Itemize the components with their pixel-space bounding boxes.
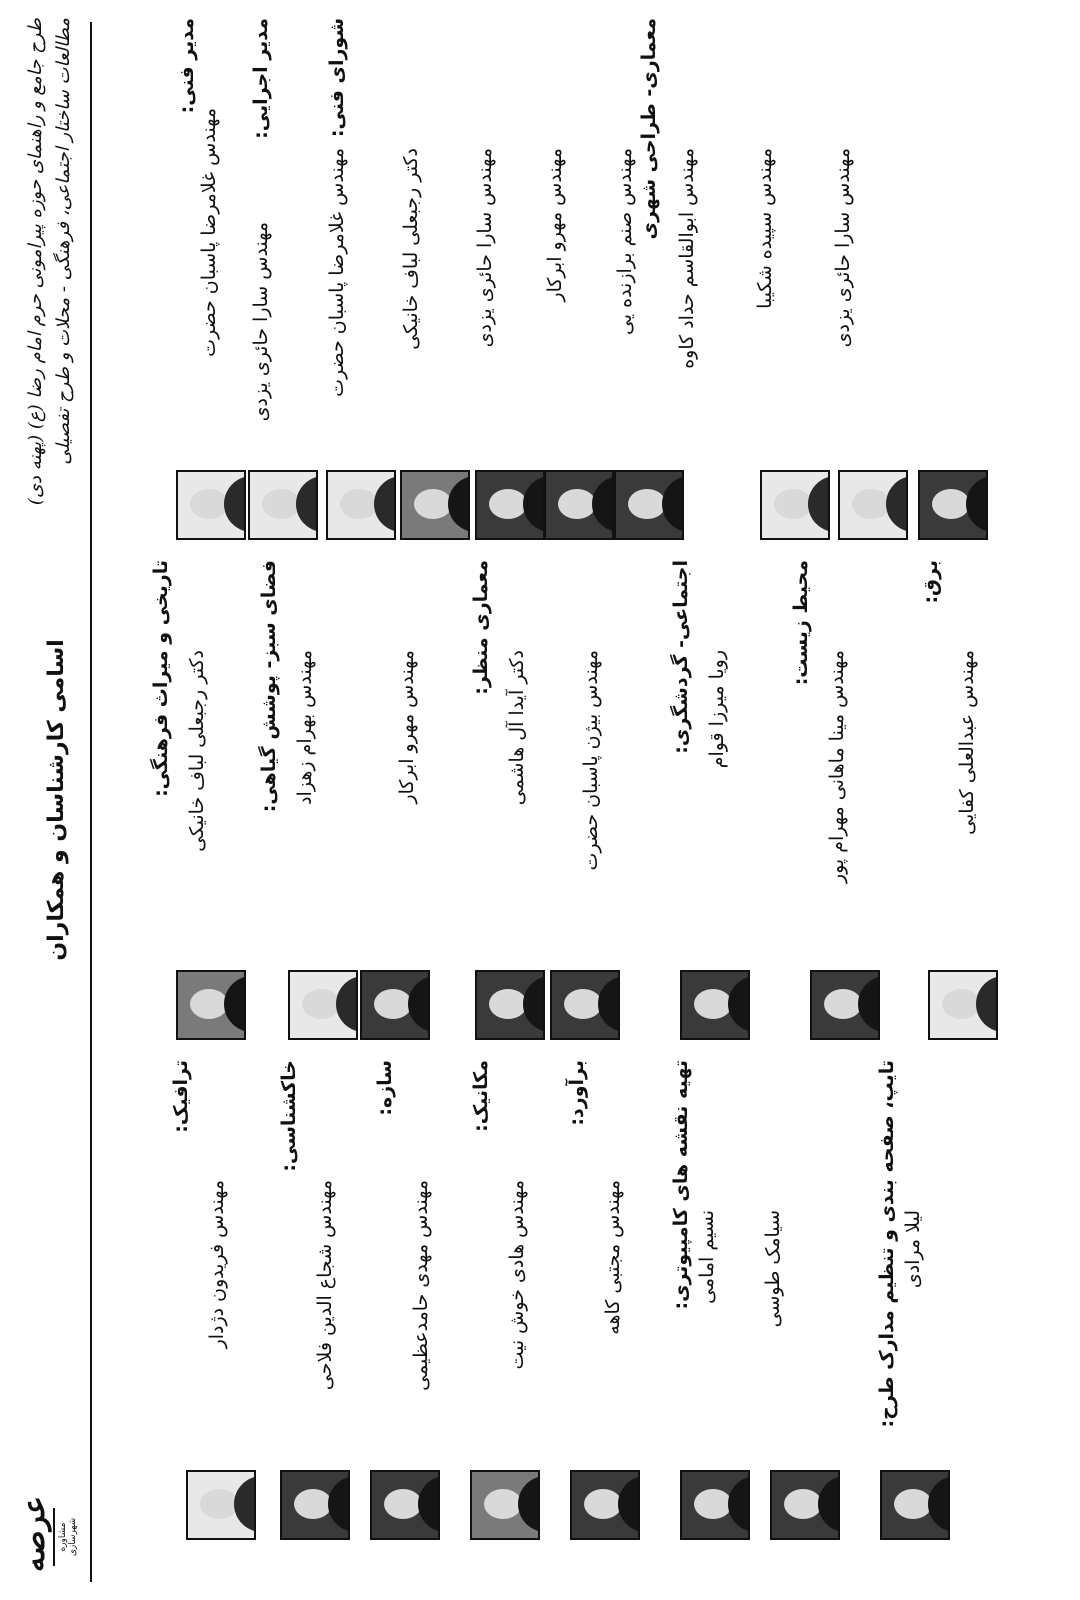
logo-subtitle: مشاوره شهرسازی (58, 1517, 78, 1557)
portrait-photo (928, 970, 998, 1040)
person-name: مهندس مجتبی کاهه (602, 1180, 624, 1335)
role-label: برق: (920, 560, 942, 604)
portrait-photo (176, 470, 246, 540)
list-item (566, 1060, 624, 1335)
header-rule (90, 22, 92, 1582)
list-item (278, 1060, 336, 1390)
portrait-photo (760, 470, 830, 540)
portrait-photo (614, 470, 684, 540)
list-item (258, 560, 316, 812)
company-logo (17, 1495, 84, 1572)
list-item (920, 560, 978, 835)
project-title: طرح جامع و راهنمای حوزه پیرامونی حرم امام رضا (ع) (پهنه دی) (25, 18, 46, 506)
list-item (876, 1060, 924, 1427)
portrait-photo (570, 1470, 640, 1540)
role-label: ترافیک: (170, 1060, 192, 1133)
role-label: برآورد: (566, 1060, 588, 1126)
portrait-photo (186, 1470, 256, 1540)
role-label: مدیر اجرایی: (250, 18, 272, 139)
portrait-photo (918, 470, 988, 540)
person-name: دکتر رجبعلی لباف خانیکی (400, 148, 422, 350)
logo-divider (53, 1508, 55, 1566)
person-name: مهندس بهرام زهزاد (294, 650, 316, 805)
role-label: شورای فنی: (326, 18, 348, 138)
page-title: اسامی کارشناسان و همکاران (44, 639, 69, 961)
person-name: مهندس سپیده شکیبا (754, 148, 776, 309)
portrait-photo (770, 1470, 840, 1540)
role-label: اجتماعی- گردشگری: (670, 560, 692, 754)
list-item (150, 560, 208, 852)
person-name: سیامک طوسی (762, 1210, 784, 1328)
portrait-photo (360, 970, 430, 1040)
portrait-photo (475, 470, 545, 540)
role-label: مکانیک: (470, 1060, 492, 1132)
person-name: مهندس سارا حائری یزدی (832, 148, 854, 348)
person-name: مهندس عبدالعلی کفایی (956, 650, 978, 835)
list-item (250, 18, 272, 421)
person-name: مهندس ابوالقاسم حداد کاوه (676, 148, 698, 369)
person-name: مهندس مهرو ابرکار (544, 148, 566, 302)
portrait-photo (470, 1470, 540, 1540)
portrait-photo (810, 970, 880, 1040)
person-name: مهندس شجاع الدین فلاحی (314, 1180, 336, 1391)
role-label: تهیه نقشه های کامپیوتری: (670, 1060, 692, 1310)
person-name: مهندس سارا حائری یزدی (250, 221, 272, 422)
role-label: محیط زیست: (790, 560, 812, 686)
role-label: تایپ، صفحه بندی و تنظیم مدارک طرح: (876, 1060, 898, 1428)
portrait-photo (288, 970, 358, 1040)
person-name: نسیم امامی (696, 1210, 718, 1304)
portrait-photo (680, 1470, 750, 1540)
list-item (470, 560, 528, 805)
portrait-photo (880, 1470, 950, 1540)
list-item (176, 18, 220, 448)
role-label: معماری منظر: (470, 560, 492, 695)
person-name: رویا میرزا قوام (706, 650, 728, 769)
list-item (670, 1060, 784, 1327)
person-name: مهندس غلامرضا پاسبان حضرت (326, 148, 348, 397)
list-item (170, 1060, 228, 1348)
list-item (790, 560, 848, 883)
portrait-photo (838, 470, 908, 540)
person-name: مهندس غلامرضا پاسبان حضرت (198, 108, 220, 357)
portrait-photo (475, 970, 545, 1040)
logo-mark: عرصه (17, 1495, 52, 1572)
member-list (326, 148, 684, 448)
portrait-photo (544, 470, 614, 540)
list-item (396, 650, 418, 804)
role-label: فضای سبز- پوشش گیاهی: (258, 560, 280, 813)
person-name: دکتر رجبعلی لباف خانیکی (186, 650, 208, 852)
person-name: مهندس بیژن پاسبان حضرت (580, 650, 602, 871)
person-name: دکتر آیدا آل هاشمی (506, 650, 528, 806)
person-name: مهندس صنم برازنده یی (614, 148, 636, 336)
list-item (374, 1060, 432, 1391)
role-label: مدیر فنی: (176, 18, 198, 114)
person-name: مهندس سارا حائری یزدی (474, 148, 496, 348)
project-subtitle: مطالعات ساختار اجتماعی، فرهنگی - محلات و طرح تفصیلی (53, 18, 74, 465)
role-label: معماری- طراحی شهری (638, 18, 660, 240)
list-item (580, 650, 602, 870)
person-name: لیلا مرادی (902, 1210, 924, 1289)
role-label: سازه: (374, 1060, 396, 1116)
person-name: مهندس مهرو ابرکار (396, 650, 418, 804)
portrait-photo (400, 470, 470, 540)
portrait-photo (370, 1470, 440, 1540)
person-name: مهندس مینا ماهانی مهرام پور (826, 650, 848, 884)
role-label: خاکشناسی: (278, 1060, 300, 1172)
portrait-photo (680, 970, 750, 1040)
list-item (670, 560, 728, 768)
portrait-photo (176, 970, 246, 1040)
list-item (638, 18, 660, 239)
role-label: تاریخی و میراث فرهنگی: (150, 560, 172, 797)
list-item (326, 18, 348, 137)
portrait-photo (248, 470, 318, 540)
list-item (470, 1060, 528, 1370)
portrait-photo (326, 470, 396, 540)
portrait-photo (280, 1470, 350, 1540)
person-name: مهندس مهدی حامدعظیمی (410, 1180, 432, 1391)
portrait-photo (550, 970, 620, 1040)
person-name: مهندس هادی خوش نیت (506, 1180, 528, 1370)
member-list (676, 148, 902, 448)
person-name: مهندس فریدون دژدار (206, 1180, 228, 1349)
